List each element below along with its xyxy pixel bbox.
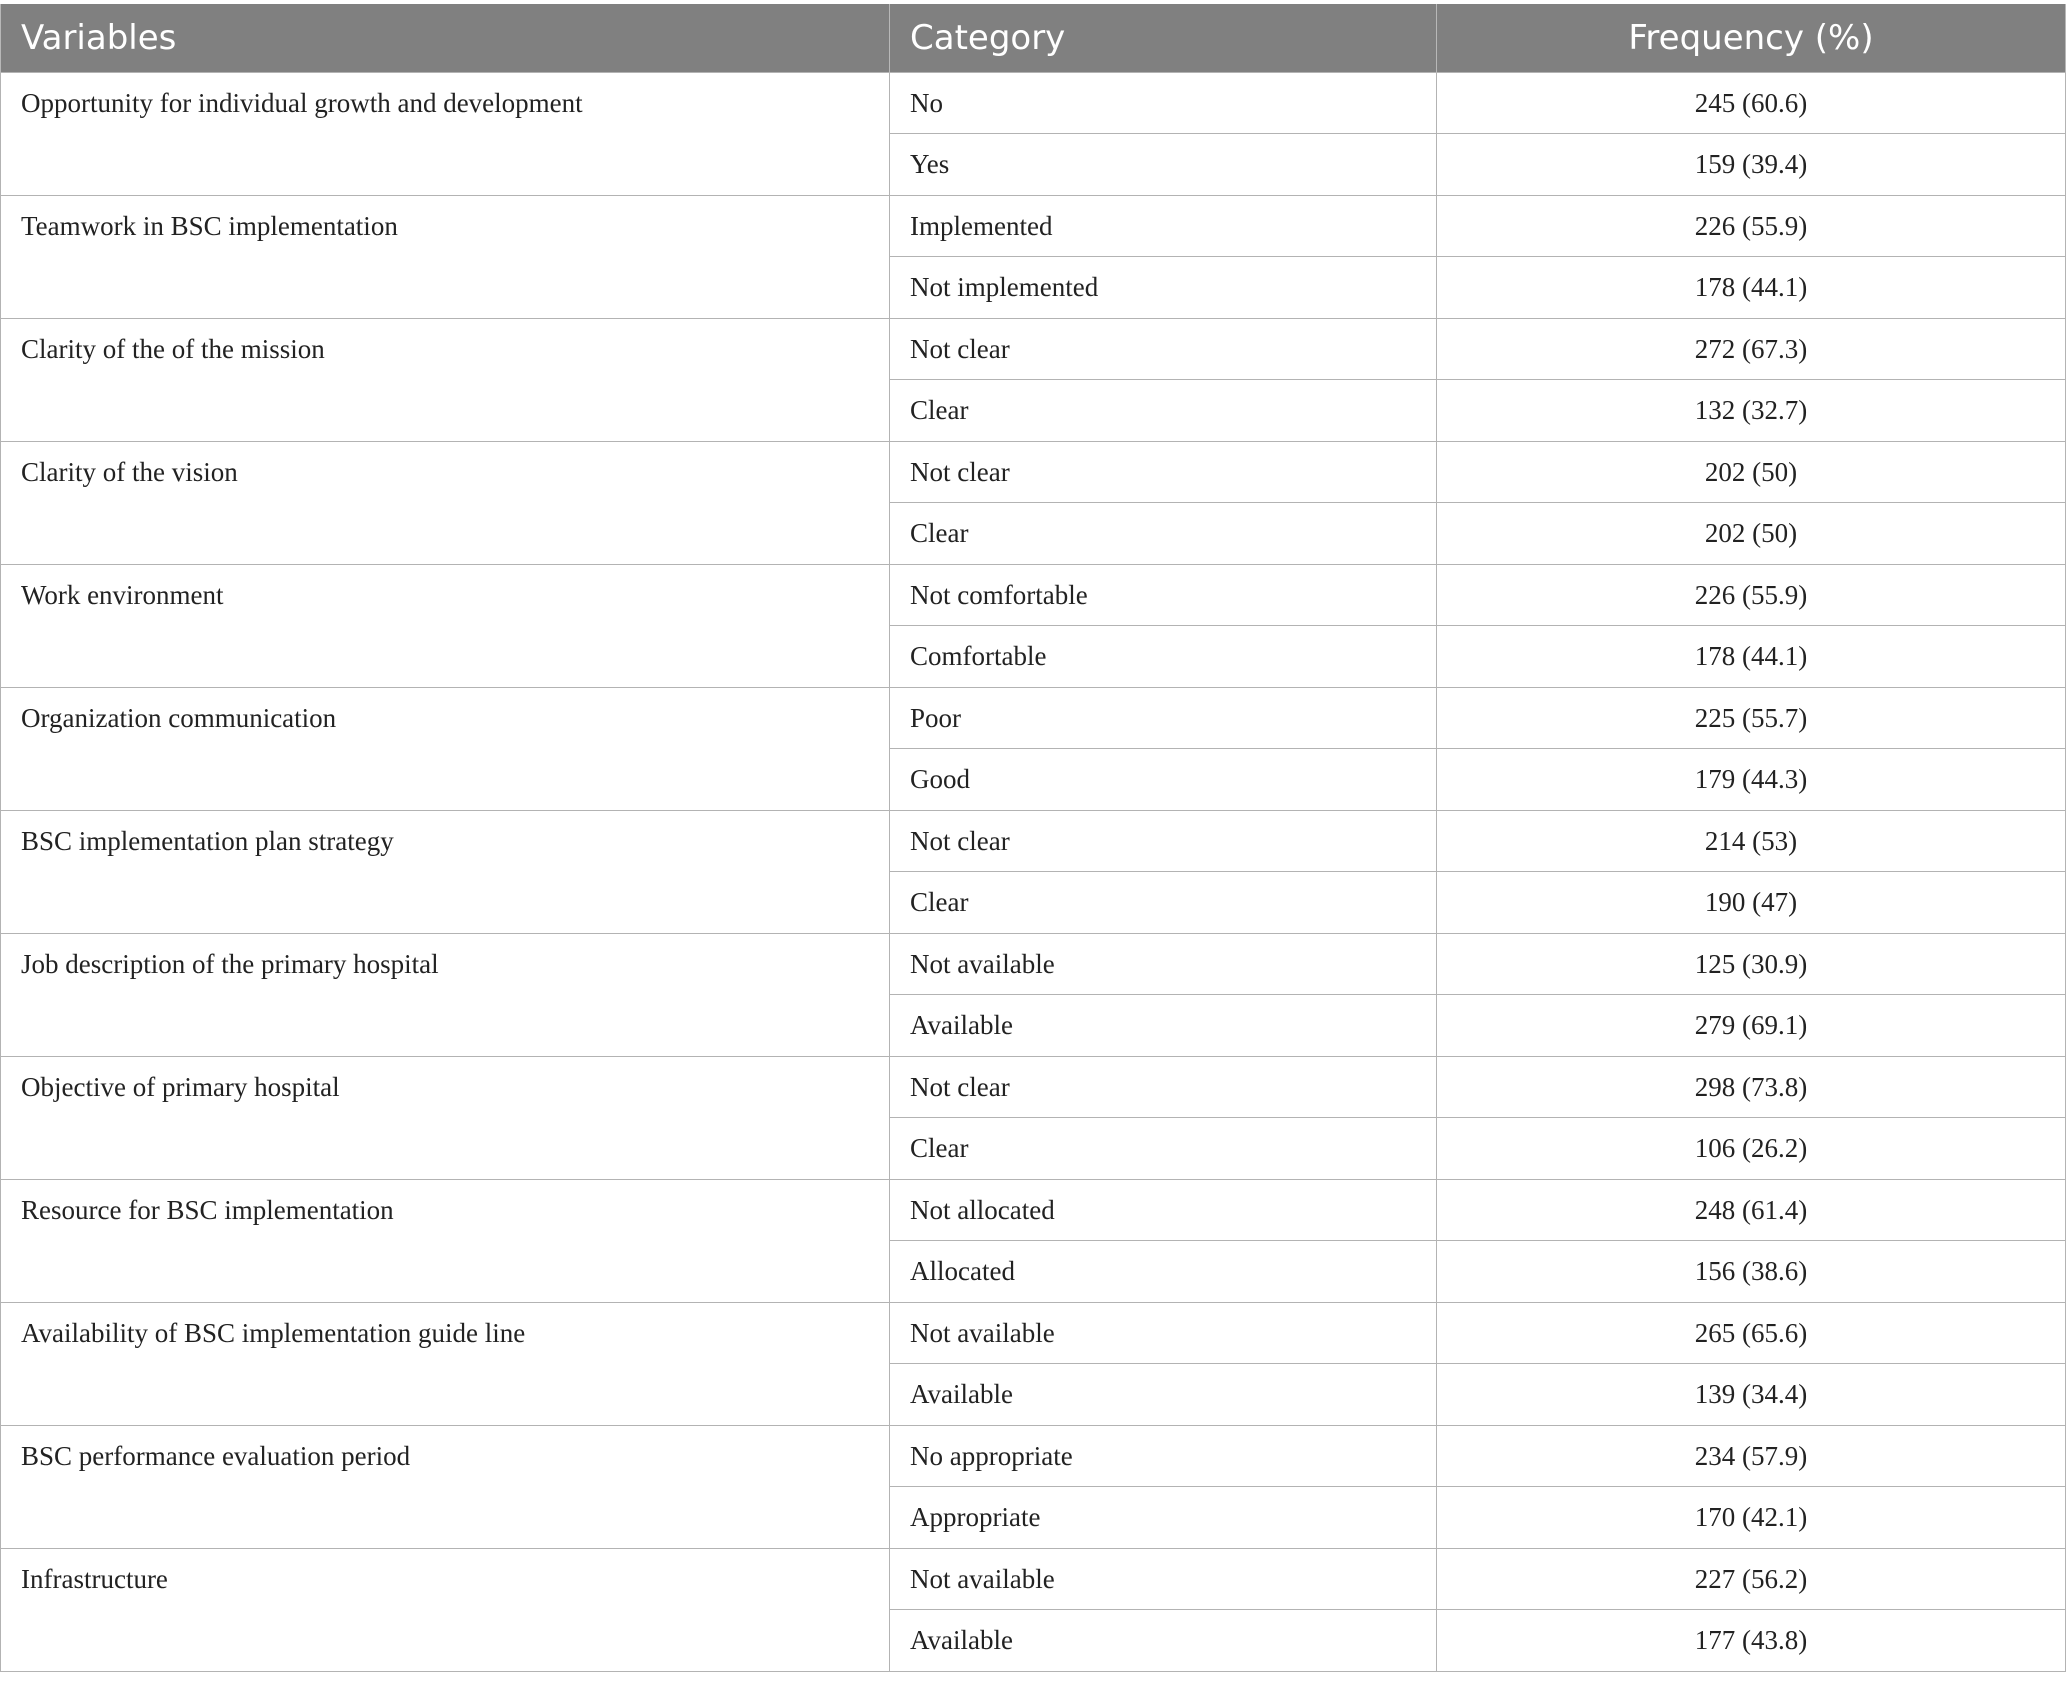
category-cell: Not available [890,1302,1437,1364]
table-row [1,1302,2066,1364]
category-cell: No appropriate [890,1425,1437,1487]
frequency-cell: 170 (42.1) [1437,1487,2066,1549]
frequency-cell: 225 (55.7) [1437,687,2066,749]
variable-cell: Resource for BSC implementation [1,1179,890,1302]
frequency-table [0,4,2066,1672]
category-cell: Available [890,995,1437,1057]
category-cell: Not clear [890,1056,1437,1118]
frequency-cell: 214 (53) [1437,810,2066,872]
category-cell: Implemented [890,195,1437,257]
variable-cell: Teamwork in BSC implementation [1,195,890,318]
category-cell: Available [890,1610,1437,1672]
frequency-cell: 179 (44.3) [1437,749,2066,811]
category-cell: Not allocated [890,1179,1437,1241]
category-cell: Available [890,1364,1437,1426]
table-row [1,72,2066,134]
frequency-cell: 156 (38.6) [1437,1241,2066,1303]
category-cell: Clear [890,872,1437,934]
category-cell: Not comfortable [890,564,1437,626]
category-cell: Allocated [890,1241,1437,1303]
table-row [1,933,2066,995]
variable-cell: Opportunity for individual growth and development [1,72,890,195]
variable-cell: Objective of primary hospital [1,1056,890,1179]
frequency-cell: 106 (26.2) [1437,1118,2066,1180]
category-cell: Not available [890,1548,1437,1610]
frequency-cell: 279 (69.1) [1437,995,2066,1057]
variable-cell: Clarity of the of the mission [1,318,890,441]
header-row [1,4,2066,72]
variable-cell: Organization communication [1,687,890,810]
frequency-cell: 190 (47) [1437,872,2066,934]
variable-cell: BSC performance evaluation period [1,1425,890,1548]
header-frequency: Frequency (%) [1437,4,2066,72]
category-cell: No [890,72,1437,134]
table-row [1,1425,2066,1487]
frequency-cell: 234 (57.9) [1437,1425,2066,1487]
variable-cell: Infrastructure [1,1548,890,1671]
header-variables: Variables [1,4,890,72]
table-row [1,441,2066,503]
frequency-cell: 272 (67.3) [1437,318,2066,380]
category-cell: Not clear [890,318,1437,380]
frequency-cell: 226 (55.9) [1437,195,2066,257]
table-row [1,810,2066,872]
frequency-cell: 178 (44.1) [1437,626,2066,688]
frequency-cell: 248 (61.4) [1437,1179,2066,1241]
frequency-cell: 202 (50) [1437,503,2066,565]
table-row [1,195,2066,257]
frequency-cell: 265 (65.6) [1437,1302,2066,1364]
category-cell: Not clear [890,441,1437,503]
table-row [1,564,2066,626]
table-row [1,318,2066,380]
frequency-cell: 227 (56.2) [1437,1548,2066,1610]
table-body [1,72,2066,1671]
category-cell: Good [890,749,1437,811]
header-category: Category [890,4,1437,72]
category-cell: Appropriate [890,1487,1437,1549]
frequency-cell: 159 (39.4) [1437,134,2066,196]
category-cell: Clear [890,1118,1437,1180]
category-cell: Clear [890,380,1437,442]
table-row [1,1548,2066,1610]
category-cell: Clear [890,503,1437,565]
frequency-cell: 125 (30.9) [1437,933,2066,995]
variable-cell: BSC implementation plan strategy [1,810,890,933]
category-cell: Yes [890,134,1437,196]
frequency-cell: 132 (32.7) [1437,380,2066,442]
table-row [1,1179,2066,1241]
table-row [1,1056,2066,1118]
category-cell: Comfortable [890,626,1437,688]
frequency-cell: 298 (73.8) [1437,1056,2066,1118]
frequency-cell: 202 (50) [1437,441,2066,503]
frequency-cell: 177 (43.8) [1437,1610,2066,1672]
variable-cell: Clarity of the vision [1,441,890,564]
category-cell: Not clear [890,810,1437,872]
table-row [1,687,2066,749]
frequency-cell: 226 (55.9) [1437,564,2066,626]
variable-cell: Work environment [1,564,890,687]
variable-cell: Availability of BSC implementation guide line [1,1302,890,1425]
table-header [1,4,2066,72]
variable-cell: Job description of the primary hospital [1,933,890,1056]
frequency-cell: 178 (44.1) [1437,257,2066,319]
category-cell: Not implemented [890,257,1437,319]
category-cell: Poor [890,687,1437,749]
frequency-cell: 245 (60.6) [1437,72,2066,134]
frequency-cell: 139 (34.4) [1437,1364,2066,1426]
category-cell: Not available [890,933,1437,995]
